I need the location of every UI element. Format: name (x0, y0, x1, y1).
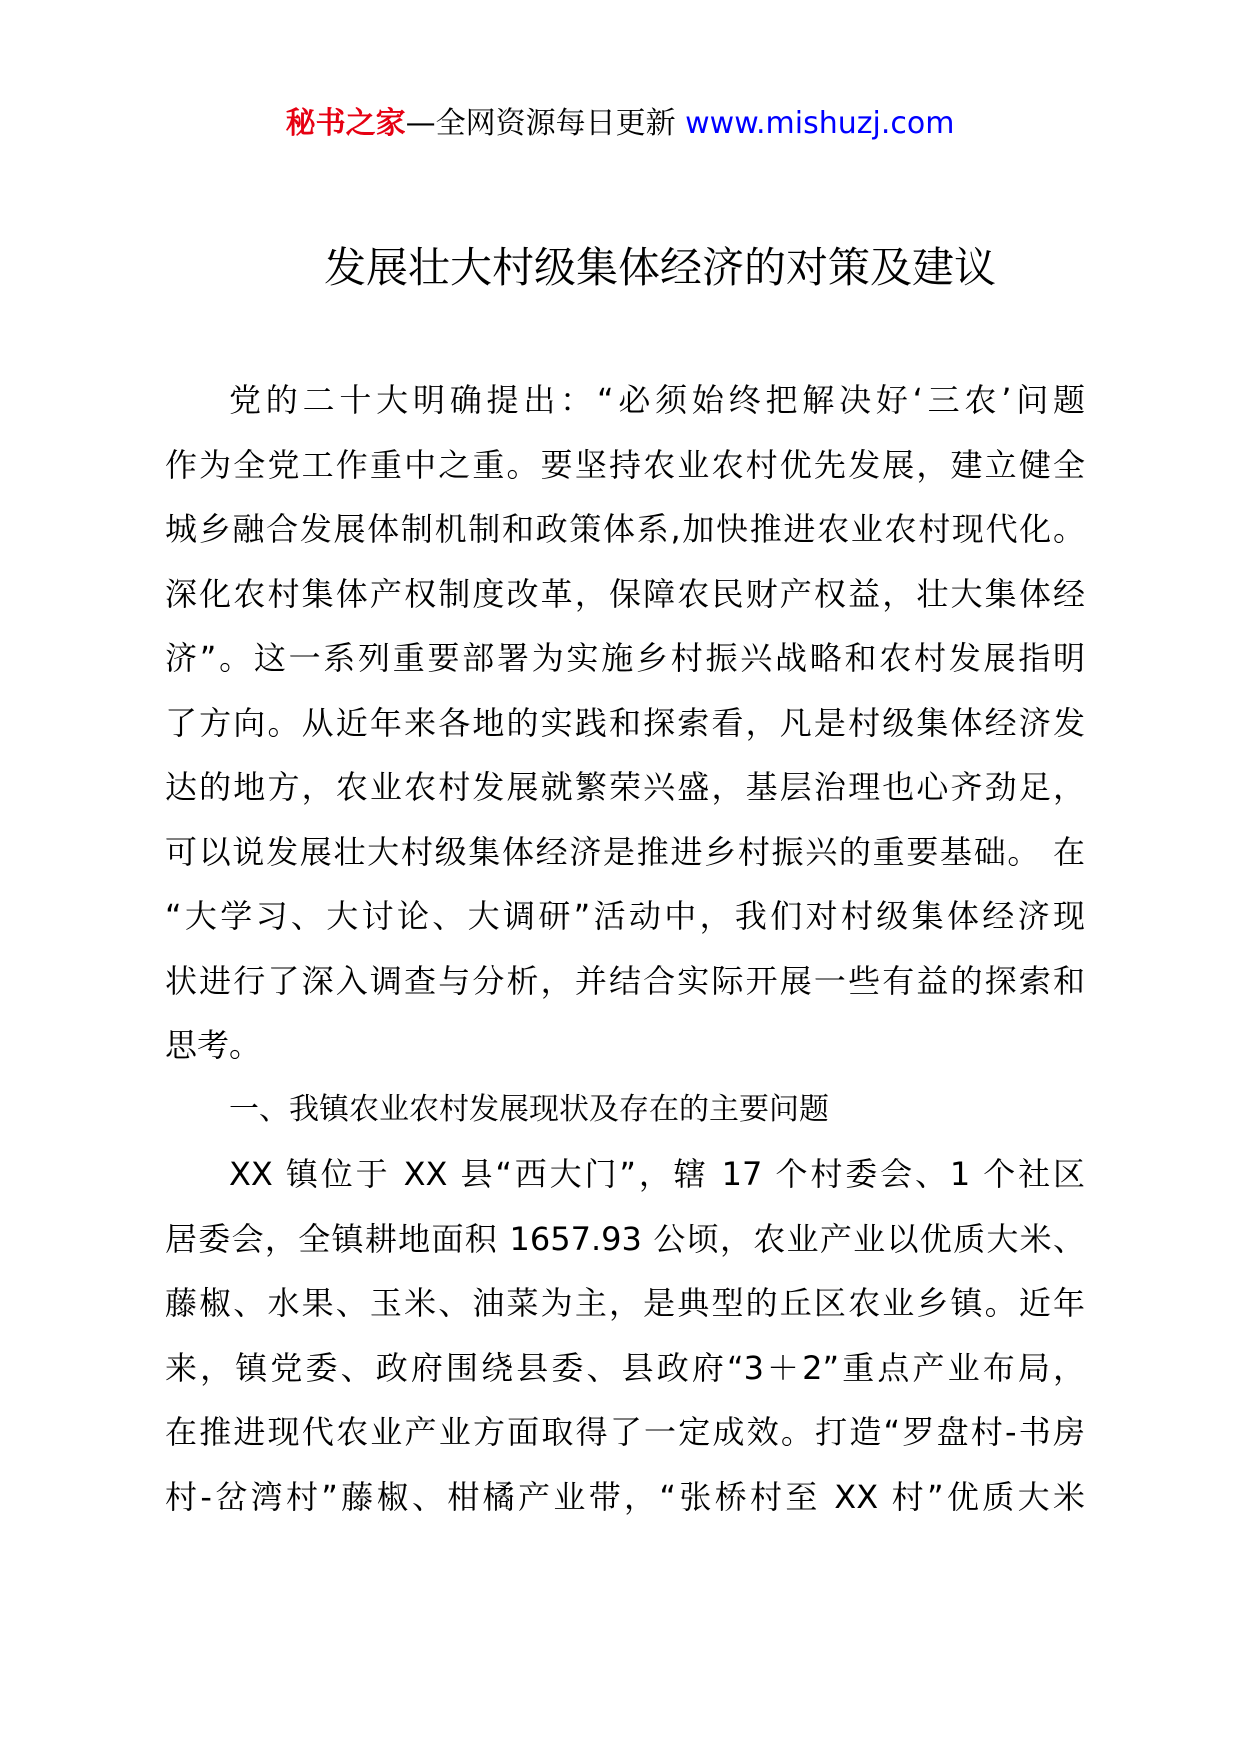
text-line: 深化农村集体产权制度改革，保障农民财产权益，壮大集体经 (165, 574, 1085, 613)
site-tagline: —全网资源每日更新 (405, 106, 686, 141)
text-line: “大学习、大讨论、大调研”活动中，我们对村级集体经济现 (165, 897, 1085, 935)
text-line: 来，镇党委、政府围绕县委、县政府“3＋2”重点产业布局， (165, 1348, 1085, 1387)
text-line: 了方向。从近年来各地的实践和探索看，凡是村级集体经济发 (165, 703, 1085, 742)
text-line: 党的二十大明确提出：“必须始终把解决好‘三农’问题 (229, 381, 1085, 419)
text-line: 可以说发展壮大村级集体经济是推进乡村振兴的重要基础。 在 (165, 832, 1085, 871)
site-brand: 秘书之家 (285, 106, 406, 141)
text-line: 思考。 (165, 1026, 262, 1064)
text-line: 城乡融合发展体制机制和政策体系,加快推进农业农村现代化。 (165, 510, 1085, 548)
text-line: 居委会，全镇耕地面积 1657.93 公顷，农业产业以优质大米、 (165, 1219, 1085, 1258)
site-header (0, 104, 1240, 144)
text-line: 状进行了深入调查与分析，并结合实际开展一些有益的探索和 (165, 961, 1085, 1000)
paragraph-town-overview (165, 1142, 1085, 1529)
text-line: XX 镇位于 XX 县“西大门”，辖 17 个村委会、1 个社区 (229, 1155, 1085, 1193)
site-url-link[interactable]: www.mishuzj.com (685, 106, 955, 141)
text-line: 藤椒、水果、玉米、油菜为主，是典型的丘区农业乡镇。近年 (165, 1284, 1085, 1322)
paragraph-intro (165, 368, 1085, 1078)
text-line: 达的地方，农业农村发展就繁荣兴盛，基层治理也心齐劲足， (165, 768, 1085, 806)
document-title: 发展壮大村级集体经济的对策及建议 (323, 243, 996, 292)
text-line: 在推进现代农业产业方面取得了一定成效。打造“罗盘村-书房 (165, 1413, 1085, 1451)
document-body (165, 368, 1085, 1529)
text-line: 济”。这一系列重要部署为实施乡村振兴战略和农村发展指明 (165, 639, 1085, 677)
section-heading: 一、我镇农业农村发展现状及存在的主要问题 (229, 1091, 829, 1127)
text-line: 村-岔湾村”藤椒、柑橘产业带，“张桥村至 XX 村”优质大米 (165, 1477, 1085, 1516)
text-line: 作为全党工作重中之重。要坚持农业农村优先发展，建立健全 (165, 445, 1085, 484)
